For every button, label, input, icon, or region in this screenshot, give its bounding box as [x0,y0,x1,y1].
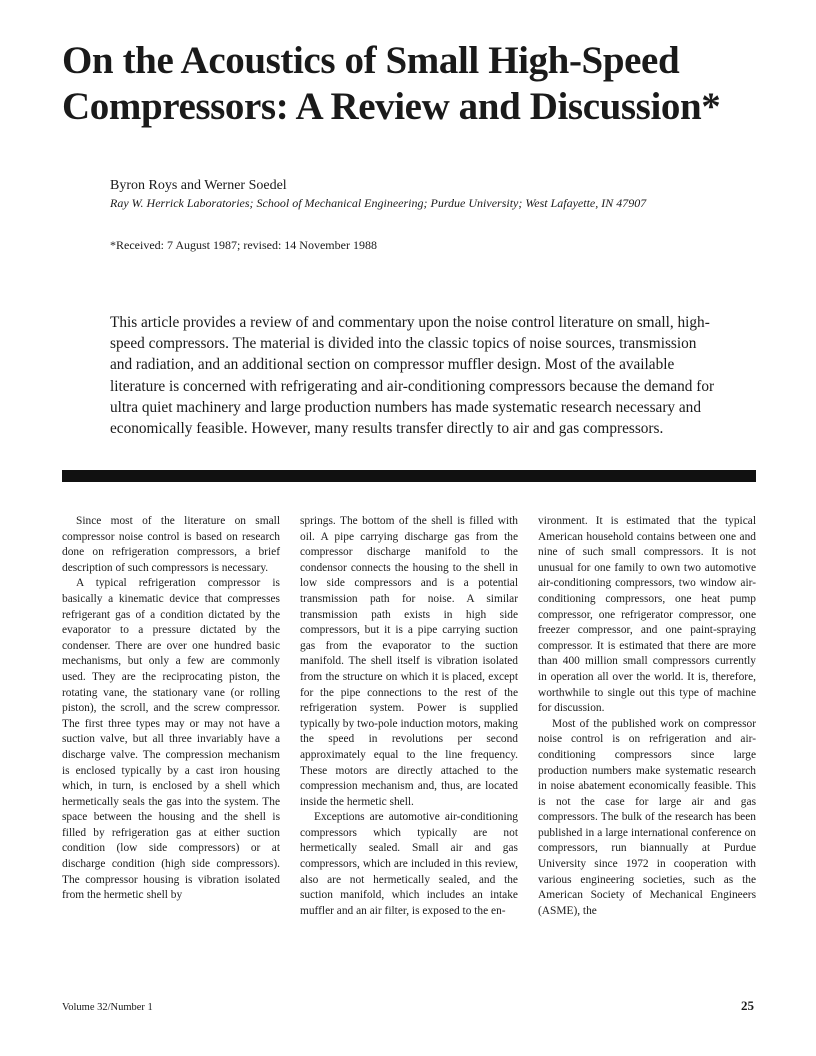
volume-info: Volume 32/Number 1 [62,1002,153,1013]
paragraph: springs. The bottom of the shell is filled with oil. A pipe carrying discharge gas from the compressor discharge manifold to the condensor connects the housing to the shell in low side compressors and is a potential transmission path for noise. A similar transmission path exists in high side compressors, but it is a pipe carrying suction gas from the evaporator to the suction manifold. The shell itself is vibration isolated from the structure on which it is placed, except for the pipe connections to the rest of the refrigeration system. Power is supplied typically by two-pole induction motors, making the speed in revolutions per second approximately equal to the line frequency. These motors are directly attached to the compression mechanism and, thus, are located inside the hermetic shell. [300,515,518,808]
paragraph: vironment. It is estimated that the typical American household contains between one and nine of such small compressors. It is not unusual for one family to own two automotive air-conditioning compressors, two window air-conditioning compressors, one heat pump compressor, one refrigerator compressor, one freezer compressor, and one paint-spraying compressor. It is estimated that there are more than 400 million small compressors currently in operation all over the world. It is, therefore, worthwhile to single out this type of machine for discussion. [538,515,756,715]
paragraph: Most of the published work on compressor noise control is on refrigeration and air-conditioning compressors since large production numbers make systematic research in noise abatement economically feasible. This is not the case for large air and gas compressors. The bulk of the research has been published in a large international conference on compressors, run biannually at Purdue University since 1972 in cooperation with various engineering societies, such as the American Society of Mechanical Engineers (ASME), the [538,717,756,917]
section-divider [62,470,756,482]
column-3 [538,514,756,919]
authors: Byron Roys and Werner Soedel [110,178,287,193]
abstract: This article provides a review of and commentary upon the noise control literature on small, high-speed compressors. The material is divided into the classic topics of noise sources, transmission and radiation, and an additional section on compressor muffler design. Most of the available literature is concerned with refrigerating and air-conditioning compressors because the demand for ultra quiet machinery and large production numbers has made systematic research necessary and economically feasible. However, many results transfer directly to air and gas compressors. [110,314,715,438]
paragraph: Exceptions are automotive air-conditioning compressors which typically are not hermetically sealed. Small air and gas compressors, which are included in this review, also are not hermetically sealed, and the suction manifold, which includes an intake muffler and an air filter, is exposed to the en- [300,811,518,917]
paragraph: Since most of the literature on small compressor noise control is based on research done on refrigeration compressors, a brief description of such compressors is necessary. [62,515,280,574]
column-2 [300,514,518,919]
body-columns [62,514,756,919]
article-title: On the Acoustics of Small High-Speed Compressors: A Review and Discussion* [62,39,721,128]
column-1 [62,514,280,919]
page-number: 25 [741,998,754,1013]
paragraph: A typical refrigeration compressor is basically a kinematic device that compresses refrigerant gas of a condition dictated by the evaporator to a pressure dictated by the condenser. There are over one hundred basic mechanisms, but only a few are commonly used. They are the reciprocating piston, the rotating vane, the stationary vane (or rolling piston), the scroll, and the screw compressor. The first three types may or may not have a suction valve, but all three invariably have a discharge valve. The compression mechanism is enclosed typically by a cast iron housing which, in turn, is enclosed by a shell which hermetically seals the gas into the system. The space between the housing and the shell is filled by refrigeration gas at either suction condition (low side compressors) or at discharge condition (high side compressors). The compressor housing is vibration isolated from the hermetic shell by [62,577,280,902]
affiliation: Ray W. Herrick Laboratories; School of Mechanical Engineering; Purdue University; West Lafayette, IN 47907 [110,196,647,210]
received-note: *Received: 7 August 1987; revised: 14 November 1988 [110,238,377,252]
